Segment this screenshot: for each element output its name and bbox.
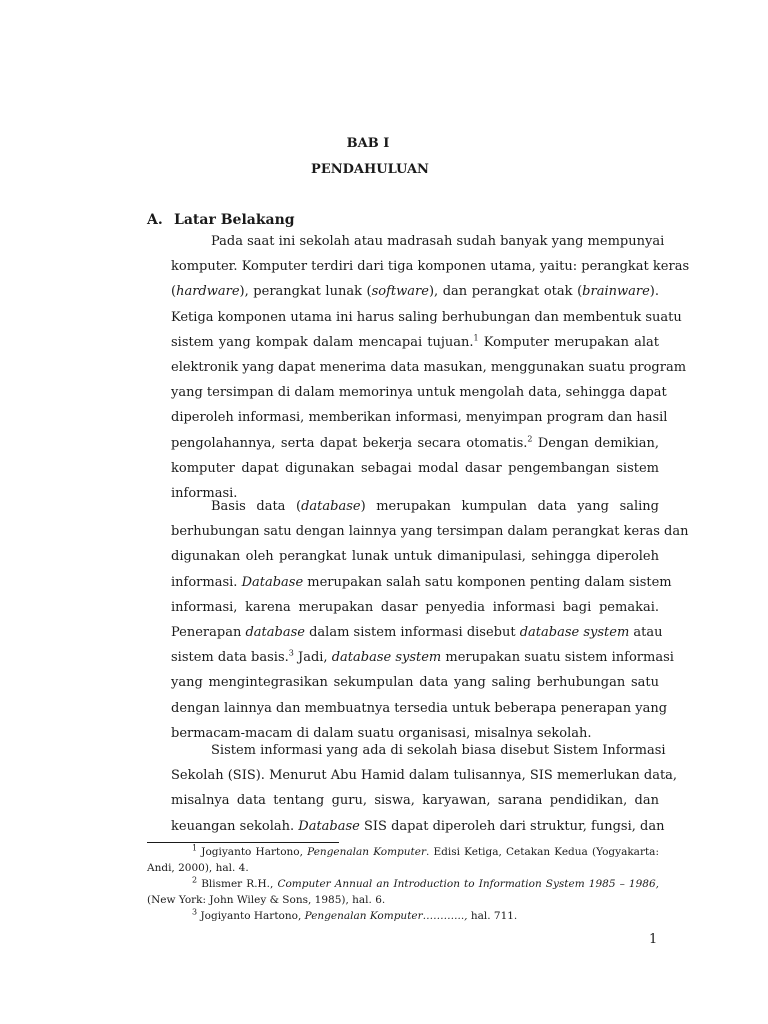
text-line: Ketiga komponen utama ini harus saling berhubungan dan membentuk suatu	[171, 309, 682, 325]
text-line: (hardware), perangkat lunak (software), dan perangkat otak (brainware).	[171, 284, 659, 300]
text-line: digunakan oleh perangkat lunak untuk dimanipulasi, sehingga diperoleh	[171, 549, 659, 565]
italic-term: database system	[331, 650, 442, 666]
text-line: bermacam-macam di dalam suatu organisasi, misalnya sekolah.	[171, 725, 592, 741]
text-line: berhubungan satu dengan lainnya yang tersimpan dalam perangkat keras dan	[171, 524, 689, 540]
text-line: Sekolah (SIS). Menurut Abu Hamid dalam tulisannya, SIS memerlukan data,	[171, 768, 678, 784]
italic-term: database	[245, 624, 305, 640]
italic-term: hardware	[176, 284, 240, 300]
footnote-ref: 3	[288, 648, 294, 658]
footnote-ref: 1	[473, 333, 479, 343]
text-line: misalnya data tentang guru, siswa, karyawan, sarana pendidikan, dan	[171, 793, 659, 809]
italic-term: database	[301, 499, 361, 514]
text-line: sistem data basis.$^3$ Jadi, database system merupakan suatu sistem informasi	[171, 648, 674, 666]
italic-term: Database	[298, 818, 360, 834]
text-line: keuangan sekolah. Database SIS dapat diperoleh dari struktur, fungsi, dan	[171, 818, 665, 834]
italic-term: Database	[241, 574, 304, 590]
text-line: pengolahannya, serta dapat bekerja secara otomatis.$^2$ Dengan demikian,	[171, 434, 659, 451]
text-line: elektronik yang dapat menerima data masukan, menggunakan suatu program	[171, 359, 687, 375]
footnote-number: 2	[192, 875, 198, 885]
footnote-number: 1	[192, 843, 198, 853]
italic-term: Computer Annual an Introduction to Information System 1985 – 1986,	[277, 878, 659, 890]
footnote-line: (New York: John Wiley & Sons, 1985), hal. 6.	[147, 894, 386, 906]
text-line: komputer dapat digunakan sebagai modal dasar pengembangan sistem	[171, 460, 659, 476]
text-line: sistem yang kompak dalam mencapai tujuan.$^1$ Komputer merupakan alat	[171, 333, 659, 350]
text-line: informasi, karena merupakan dasar penyedia informasi bagi pemakai.	[171, 599, 659, 615]
text-line: Sistem informasi yang ada di sekolah biasa disebut Sistem Informasi	[211, 743, 666, 758]
section-title: Latar Belakang	[174, 212, 295, 228]
footnote-line: $^2$ Blismer R.H., Computer Annual an Introduction to Information System 1985 – 1986,	[192, 875, 659, 890]
footnote-number: 3	[192, 907, 198, 917]
italic-term: Pengenalan Komputer………...,	[304, 910, 468, 922]
section-heading	[147, 212, 295, 228]
footnote-ref: 2	[527, 434, 533, 444]
footnote-separator	[147, 842, 339, 843]
text-line: Pada saat ini sekolah atau madrasah sudah banyak yang mempunyai	[211, 234, 665, 249]
text-line: diperoleh informasi, memberikan informasi, menyimpan program dan hasil	[171, 410, 668, 426]
page-number: 1	[649, 932, 658, 947]
italic-term: software	[371, 284, 429, 300]
footnote-line: $^1$ Jogiyanto Hartono, Pengenalan Komputer. Edisi Ketiga, Cetakan Kedua (Yogyakarta:	[192, 843, 659, 858]
italic-term: Pengenalan Komputer	[307, 846, 426, 858]
chapter-title: PENDAHULUAN	[311, 162, 429, 177]
text-line: Penerapan database dalam sistem informasi disebut database system atau	[171, 624, 663, 640]
paragraph-1	[171, 229, 690, 506]
text-line: yang mengintegrasikan sekumpulan data yang saling berhubungan satu	[171, 675, 659, 691]
text-line: informasi. Database merupakan salah satu komponen penting dalam sistem	[171, 574, 672, 590]
section-letter: A.	[147, 212, 163, 228]
italic-term: brainware	[582, 284, 650, 300]
footnotes	[147, 844, 659, 924]
footnote-line: $^3$ Jogiyanto Hartono, Pengenalan Komputer………..., hal. 711.	[192, 907, 518, 922]
text-line: dengan lainnya dan membuatnya tersedia untuk beberapa penerapan yang	[171, 700, 668, 716]
chapter-number: BAB I	[346, 136, 390, 151]
footnote-line: Andi, 2000), hal. 4.	[147, 862, 249, 874]
italic-term: database system	[519, 624, 630, 640]
text-line: informasi.	[171, 485, 238, 501]
text-line: Basis data (database) merupakan kumpulan data yang saling	[211, 499, 660, 514]
paragraph-3	[171, 738, 678, 839]
text-line: yang tersimpan di dalam memorinya untuk mengolah data, sehingga dapat	[171, 385, 667, 401]
text-line: komputer. Komputer terdiri dari tiga komponen utama, yaitu: perangkat keras	[171, 259, 690, 275]
paragraph-2	[171, 494, 689, 746]
